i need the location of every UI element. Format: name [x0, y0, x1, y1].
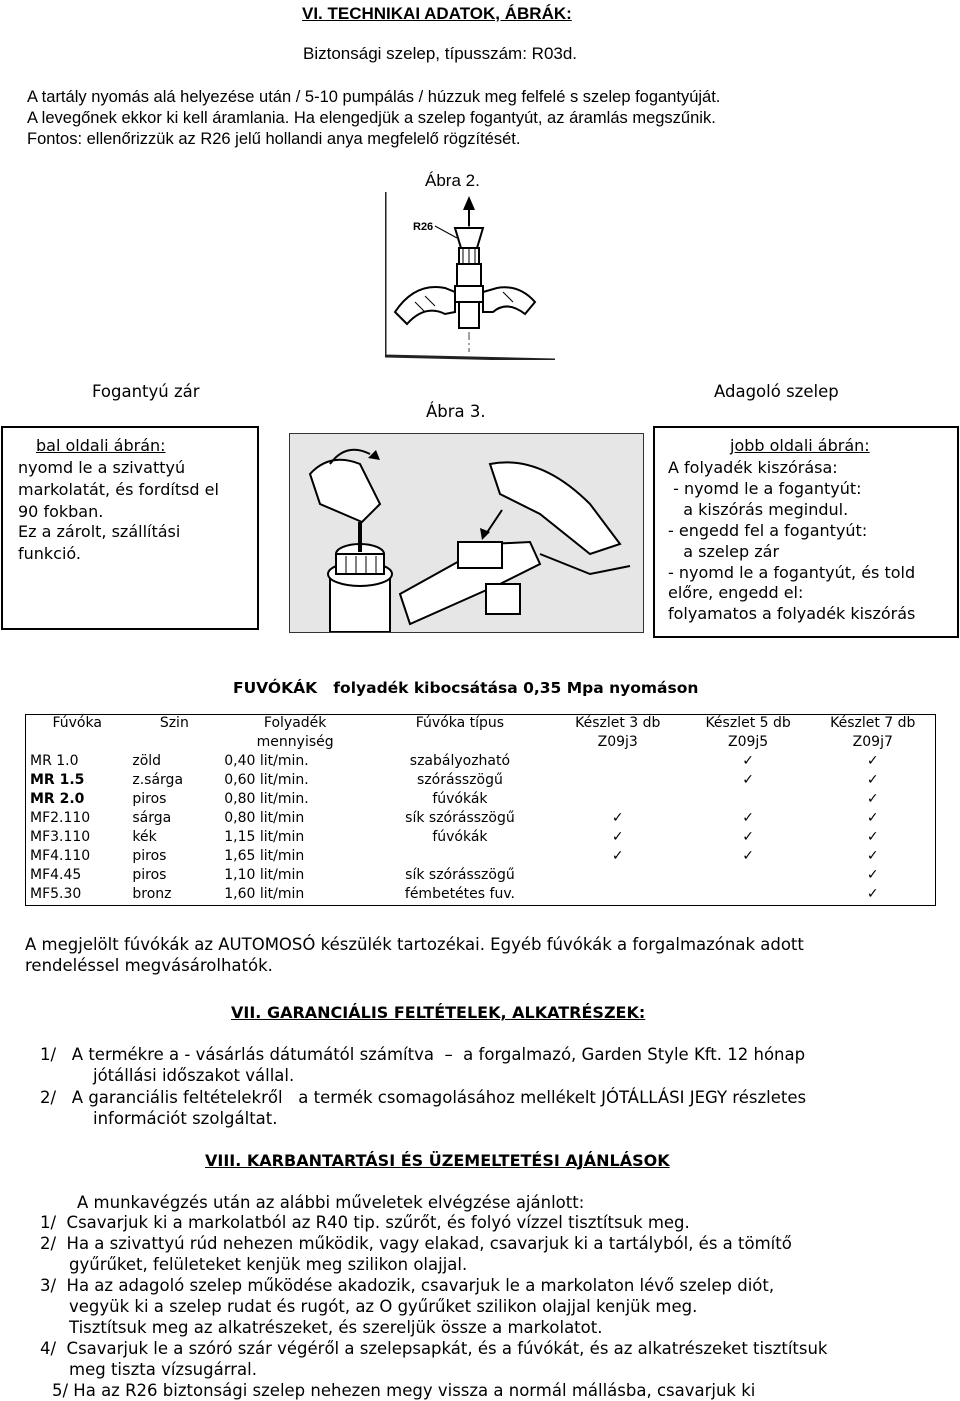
kit7-check: ✓: [866, 829, 879, 845]
kit3-check: ✓: [611, 829, 624, 845]
maintenance-item-2: 2/ Ha a szivattyú rúd nehezen működik, vagy elakad, csavarjuk ki a tartályból, és a tömítő: [40, 1234, 792, 1253]
nozzle-name: MF3.110: [30, 829, 91, 845]
nozzle-type: fúvókák: [432, 791, 488, 807]
header-fuvoka: Fúvóka: [52, 715, 102, 731]
nozzle-flow: 1,60 lit/min: [224, 886, 305, 902]
kit3-check: [550, 772, 686, 791]
warranty-item-2-cont: információt szolgáltat.: [93, 1109, 278, 1128]
kit7-check: ✓: [866, 753, 879, 769]
maintenance-item-1: 1/ Csavarjuk ki a markolatból az R40 tip. szűrőt, és folyó vízzel tisztítsuk meg.: [40, 1213, 690, 1232]
right-box-line: - nyomd le a fogantyút, és told: [668, 563, 916, 582]
table-header-row-2: [26, 734, 936, 753]
nozzle-flow: 0,80 lit/min: [224, 810, 305, 826]
right-box-line: előre, engedd el:: [668, 583, 804, 602]
table-row: [26, 772, 936, 791]
nozzle-flow: 0,40 lit/min.: [224, 753, 309, 769]
header-szin: Szin: [159, 715, 189, 731]
header-tipus: Fúvóka típus: [415, 715, 505, 731]
nozzle-type: sík szórásszögű: [405, 810, 515, 826]
r26-tag: R26: [413, 221, 434, 233]
right-box-sub: jobb oldali ábrán:: [730, 436, 870, 455]
header-k7-code: Z09j7: [852, 734, 893, 750]
valve-line-1: A tartály nyomás alá helyezése után / 5-10 pumpálás / húzzuk meg felfelé s szelep fogantyúját.: [27, 88, 721, 106]
nozzle-color: zöld: [132, 753, 162, 769]
safety-valve-figure: [385, 192, 555, 360]
kit3-check: [550, 886, 686, 906]
table-row: [26, 791, 936, 810]
table-row: [26, 867, 936, 886]
right-box-line: A folyadék kiszórása:: [668, 458, 838, 477]
section8-title: VIII. KARBANTARTÁSI ÉS ÜZEMELTETÉSI AJÁNLÁSOK: [205, 1151, 670, 1170]
kit7-check: ✓: [866, 848, 879, 864]
maintenance-item-4-cont: meg tiszta vízsugárral.: [69, 1360, 257, 1379]
kit3-check: ✓: [611, 810, 624, 826]
left-box-sub: bal oldali ábrán:: [36, 436, 166, 455]
maintenance-item-5: 5/ Ha az R26 biztonsági szelep nehezen megy vissza a normál mállásba, csavarjuk ki: [52, 1381, 756, 1400]
nozzle-type: [370, 848, 550, 867]
nozzle-color: kék: [132, 829, 157, 845]
valve-title: Biztonsági szelep, típusszám: R03d.: [303, 44, 578, 63]
kit5-check: ✓: [742, 753, 754, 769]
header-k5: Készlet 5 db: [705, 715, 791, 731]
nozzle-type: szórásszögű: [417, 772, 503, 788]
kit5-check: ✓: [742, 810, 754, 826]
maintenance-item-3-cont: vegyük ki a szelep rudat és rugót, az O gyűrűket szilikon olajjal kenjük meg.: [69, 1297, 698, 1316]
nozzles-title-bold: FUVÓKÁK: [233, 679, 318, 697]
nozzle-color: sárga: [132, 810, 172, 826]
dosing-valve-box: [653, 426, 959, 638]
nozzle-flow: 0,60 lit/min.: [224, 772, 309, 788]
nozzle-name: MR 1.5: [30, 772, 85, 788]
header-mennyiseg: mennyiség: [256, 734, 334, 750]
left-box-line: nyomd le a szivattyú: [18, 458, 186, 477]
right-box-line: - nyomd le a fogantyút:: [668, 479, 862, 498]
section7-title: VII. GARANCIÁLIS FELTÉTELEK, ALKATRÉSZEK:: [231, 1003, 646, 1022]
warranty-item-1-cont: jótállási időszakot vállal.: [93, 1066, 295, 1085]
nozzles-note-1: A megjelölt fúvókák az AUTOMOSÓ készülék tartozékai. Egyéb fúvókák a forgalmazónak adott: [25, 935, 804, 954]
handle-lock-box: [1, 426, 259, 630]
nozzle-name: MF4.45: [30, 867, 82, 883]
valve-line-2: A levegőnek ekkor ki kell áramlania. Ha elengedjük a szelep fogantyút, az áramlás megszűnik.: [27, 109, 716, 127]
nozzle-type: sík szórásszögű: [405, 867, 515, 883]
table-row: [26, 810, 936, 829]
nozzle-flow: 1,15 lit/min: [224, 829, 305, 845]
valve-line-3: Fontos: ellenőrizzük az R26 jelű hollandi anya megfelelő rögzítését.: [27, 130, 521, 148]
fig2-label: Ábra 2.: [425, 171, 480, 190]
kit5-check: [686, 867, 811, 886]
maintenance-item-4: 4/ Csavarjuk le a szóró szár végéről a szelepsapkát, és a fúvókát, és az alkatrészeket tisztítsuk: [40, 1339, 828, 1358]
nozzles-title: [233, 679, 698, 697]
kit7-check: ✓: [866, 810, 879, 826]
nozzle-color: piros: [132, 867, 167, 883]
nozzle-color: bronz: [132, 886, 172, 902]
nozzle-name: MR 1.0: [30, 753, 79, 769]
maintenance-item-3: 3/ Ha az adagoló szelep működése akadozik, csavarjuk le a markolaton lévő szelep diót,: [40, 1276, 775, 1295]
warranty-item-2: 2/ A garanciális feltételekről a termék csomagolásához mellékelt JÓTÁLLÁSI JEGY részletes: [40, 1088, 807, 1107]
right-box-line: a kiszórás megindul.: [668, 500, 849, 519]
pump-handle-figure: [289, 433, 644, 633]
header-k7: Készlet 7 db: [830, 715, 916, 731]
left-box-heading: Fogantyú zár: [92, 382, 200, 401]
right-box-line: - engedd fel a fogantyút:: [668, 521, 868, 540]
right-box-line: a szelep zár: [668, 542, 780, 561]
nozzle-name: MF4.110: [30, 848, 91, 864]
nozzle-type: szabályozható: [409, 753, 511, 769]
kit7-check: ✓: [866, 867, 879, 883]
nozzle-table: [25, 714, 936, 906]
nozzle-type: fémbetétes fuv.: [404, 886, 515, 902]
kit5-check: [686, 791, 811, 810]
kit3-check: [550, 753, 686, 772]
fig3-label: Ábra 3.: [426, 402, 486, 421]
nozzle-name: MF5.30: [30, 886, 82, 902]
maintenance-item-2-cont: gyűrűket, felületeket kenjük meg szilikon olajjal.: [69, 1255, 468, 1274]
header-k3: Készlet 3 db: [575, 715, 661, 731]
nozzle-color: piros: [132, 848, 167, 864]
left-box-line: 90 fokban.: [18, 502, 104, 521]
nozzle-name: MF2.110: [30, 810, 91, 826]
table-row: [26, 829, 936, 848]
kit3-check: [550, 867, 686, 886]
left-box-line: markolatát, és fordítsd el: [18, 480, 219, 499]
kit5-check: [686, 886, 811, 906]
nozzles-note-2: rendeléssel megvásárolhatók.: [25, 956, 273, 975]
header-folyadek: Folyadék: [263, 715, 327, 731]
maintenance-intro: A munkavégzés után az alábbi műveletek elvégzése ajánlott:: [77, 1193, 585, 1212]
nozzle-color: z.sárga: [132, 772, 184, 788]
kit7-check: ✓: [866, 886, 879, 902]
right-box-heading: Adagoló szelep: [714, 382, 839, 401]
kit7-check: ✓: [866, 772, 879, 788]
kit3-check: [550, 791, 686, 810]
nozzle-flow: 1,10 lit/min: [224, 867, 305, 883]
kit7-check: ✓: [866, 791, 879, 807]
nozzle-color: piros: [132, 791, 167, 807]
kit5-check: ✓: [742, 848, 754, 864]
header-k5-code: Z09j5: [728, 734, 769, 750]
table-row: [26, 886, 936, 906]
warranty-item-1: 1/ A termékre a - vásárlás dátumától számítva – a forgalmazó, Garden Style Kft. 12 hónap: [40, 1045, 806, 1064]
table-row: [26, 753, 936, 772]
right-box-line: folyamatos a folyadék kiszórás: [668, 604, 916, 623]
left-box-line: Ez a zárolt, szállítási: [18, 522, 181, 541]
left-box-line: funkció.: [18, 544, 82, 563]
kit3-check: ✓: [611, 848, 624, 864]
kit5-check: ✓: [742, 829, 754, 845]
nozzle-type: fúvókák: [432, 829, 488, 845]
kit5-check: ✓: [742, 772, 754, 788]
nozzle-name: MR 2.0: [30, 791, 85, 807]
nozzle-flow: 0,80 lit/min.: [224, 791, 309, 807]
maintenance-item-3-cont2: Tisztítsuk meg az alkatrészeket, és szereljük össze a markolatot.: [69, 1318, 603, 1337]
nozzle-flow: 1,65 lit/min: [224, 848, 305, 864]
nozzles-title-rest: folyadék kibocsátása 0,35 Mpa nyomáson: [333, 679, 699, 697]
section6-title: VI. TECHNIKAI ADATOK, ÁBRÁK:: [302, 4, 572, 23]
table-header-row: [26, 715, 936, 735]
header-k3-code: Z09j3: [597, 734, 638, 750]
table-row: [26, 848, 936, 867]
